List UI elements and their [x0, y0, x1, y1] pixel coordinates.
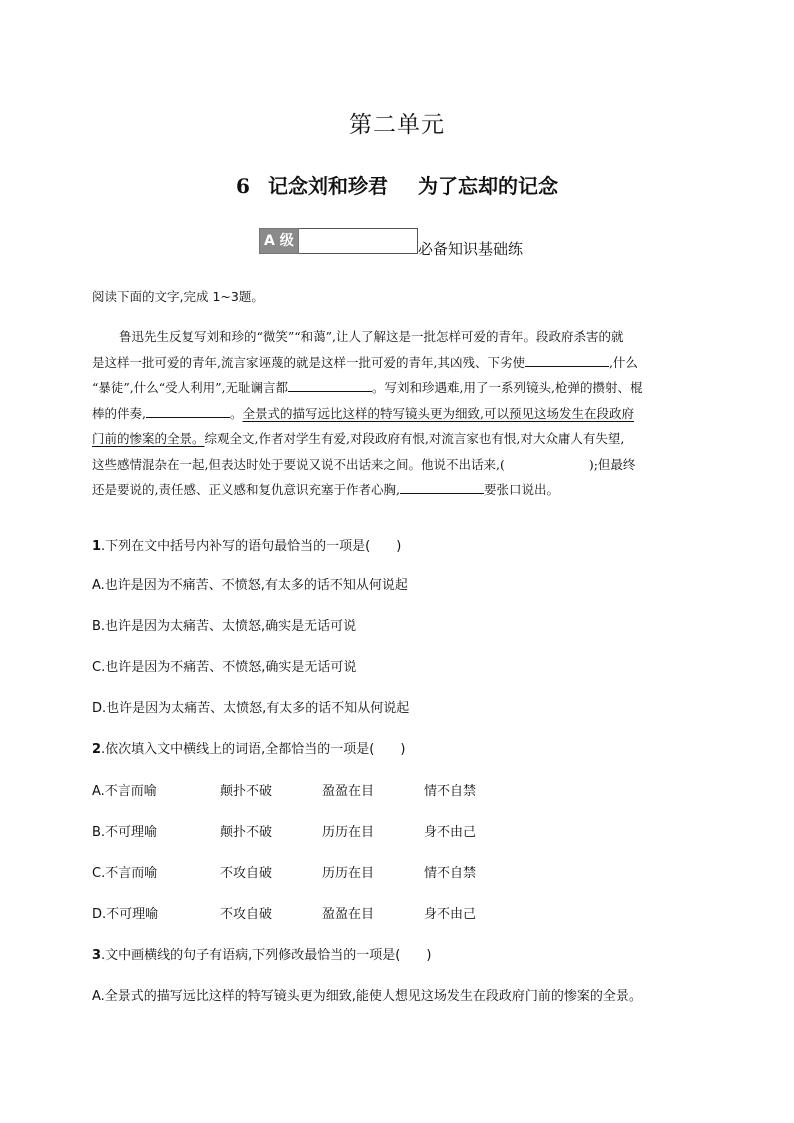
- lesson-title: [0, 170, 794, 199]
- option-1b[interactable]: B.也许是因为太痛苦、太愤怒,确实是无话可说: [92, 619, 357, 634]
- option-word: 盈盈在目: [322, 784, 375, 799]
- question-text: .文中画横线的句子有语病,下列修改最恰当的一项是( ): [101, 948, 432, 963]
- option-word: 颠扑不破: [220, 825, 273, 840]
- option-word: 盈盈在目: [322, 907, 375, 922]
- level-label: 必备知识基础练: [418, 240, 524, 258]
- question-1: [92, 535, 401, 554]
- passage-line: [92, 324, 702, 350]
- question-3: [92, 944, 431, 963]
- question-2: [92, 738, 405, 757]
- passage-line: [92, 452, 702, 478]
- passage-text: 。: [229, 405, 243, 421]
- option-1a[interactable]: A.也许是因为不痛苦、不愤怒,有太多的话不知从何说起: [92, 578, 408, 593]
- lesson-title-b: 为了忘却的记念: [417, 174, 558, 198]
- passage-text: 棒的伴奏,: [92, 405, 146, 421]
- option-word: 历历在目: [322, 866, 375, 881]
- level-blank-box: [299, 228, 418, 254]
- reading-passage: [92, 324, 702, 503]
- fill-blank-3[interactable]: [146, 403, 230, 418]
- passage-text: 是这样一批可爱的青年,流言家诬蔑的就是这样一批可爱的青年,其凶残、下劣使: [92, 354, 525, 370]
- option-2b[interactable]: [92, 821, 476, 840]
- question-number: 3: [92, 948, 102, 963]
- reading-instruction: 阅读下面的文字,完成 1~3题。: [92, 289, 264, 304]
- passage-text: 。写刘和珍遇难,用了一系列镜头,枪弹的攒射、棍: [372, 380, 643, 395]
- fill-blank-4[interactable]: [400, 479, 484, 494]
- lesson-title-a: 记念刘和珍君: [267, 174, 388, 198]
- option-2d[interactable]: [92, 903, 476, 922]
- underlined-sentence: 全景式的描写远比这样的特写镜头更为细致,可以预见这场发生在段政府: [242, 405, 634, 421]
- option-2a[interactable]: [92, 780, 476, 799]
- option-word: B.不可理喻: [92, 825, 158, 840]
- option-word: 颠扑不破: [220, 784, 273, 799]
- unit-title: 第二单元: [349, 112, 445, 138]
- option-word: 身不由己: [424, 907, 477, 922]
- passage-text: 这些感情混杂在一起,但表达时处于要说又说不出话来之间。他说不出话来,(: [92, 456, 505, 472]
- passage-text: 综观全文,作者对学生有爱,对段政府有恨,对流言家也有恨,对大众庸人有失望,: [204, 431, 625, 446]
- passage-line: [92, 426, 702, 452]
- fill-blank-1[interactable]: [525, 352, 609, 367]
- option-3a[interactable]: A.全景式的描写远比这样的特写镜头更为细致,能使人想见这场发生在段政府门前的惨案的全景。: [92, 989, 642, 1004]
- question-text: .下列在文中括号内补写的语句最恰当的一项是( ): [101, 539, 402, 554]
- passage-text: 要张口说出。: [483, 482, 559, 497]
- option-word: 不攻自破: [220, 866, 273, 881]
- option-word: A.不言而喻: [92, 784, 157, 799]
- option-word: 不攻自破: [220, 907, 273, 922]
- passage-line: [92, 477, 702, 503]
- passage-text: ,什么: [608, 354, 638, 370]
- lesson-number: 6: [236, 174, 250, 198]
- option-word: 身不由己: [424, 825, 477, 840]
- option-2c[interactable]: [92, 862, 476, 881]
- underlined-sentence: 门前的惨案的全景。: [92, 431, 205, 446]
- question-number: 1: [92, 539, 102, 554]
- option-word: 情不自禁: [424, 866, 477, 881]
- passage-line: [92, 401, 702, 427]
- passage-text: 鲁迅先生反复写刘和珍的“微笑”“和蔼”,让人了解这是一批怎样可爱的青年。段政府杀害的就: [119, 329, 624, 344]
- option-1d[interactable]: D.也许是因为太痛苦、太愤怒,有太多的话不知从何说起: [92, 701, 410, 716]
- option-word: C.不言而喻: [92, 866, 158, 881]
- passage-line: [92, 375, 702, 401]
- passage-line: [92, 350, 702, 376]
- option-word: D.不可理喻: [92, 907, 159, 922]
- passage-text: “暴徒”,什么“受人利用”,无耻谰言都: [92, 380, 289, 395]
- level-header: [259, 228, 418, 254]
- question-text: .依次填入文中横线上的词语,全都恰当的一项是( ): [101, 742, 406, 757]
- question-number: 2: [92, 742, 102, 757]
- passage-text: );但最终: [588, 456, 636, 472]
- fill-blank-2[interactable]: [288, 377, 372, 392]
- option-word: 历历在目: [322, 825, 375, 840]
- option-1c[interactable]: C.也许是因为不痛苦、不愤怒,确实是无话可说: [92, 660, 357, 675]
- passage-text: 还是要说的,责任感、正义感和复仇意识充塞于作者心胸,: [92, 482, 400, 497]
- option-word: 情不自禁: [424, 784, 477, 799]
- level-badge: A 级: [259, 228, 299, 254]
